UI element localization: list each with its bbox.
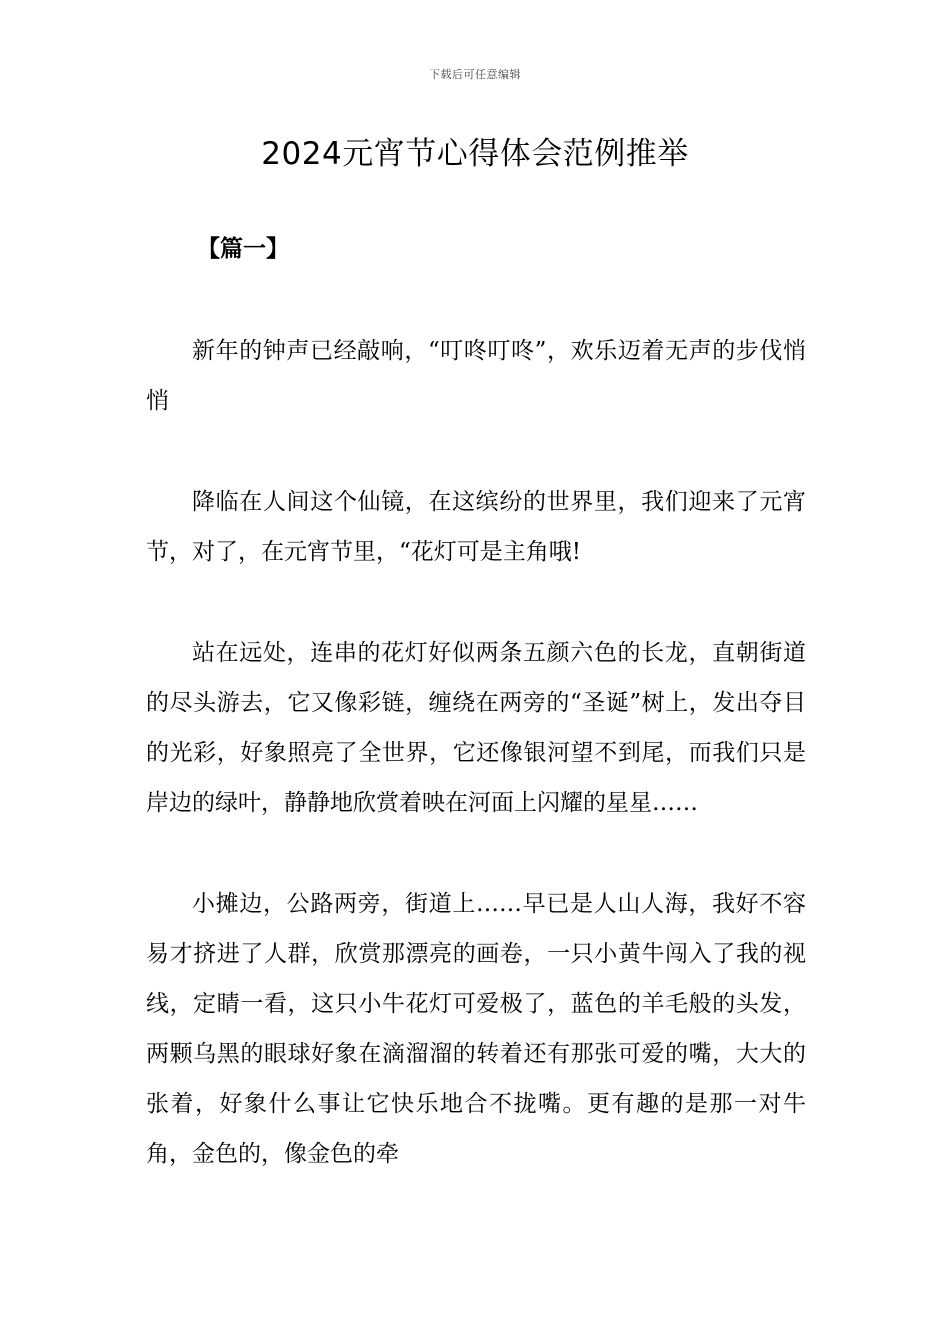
paragraph-1: 新年的钟声已经敲响，“叮咚叮咚”，欢乐迈着无声的步伐悄悄 <box>146 338 806 414</box>
document-title: 2024元宵节心得体会范例推举 <box>261 136 689 172</box>
document-body <box>146 326 806 1230</box>
header-note: 下载后可任意编辑 <box>429 68 521 81</box>
paragraph-3: 站在远处，连串的花灯好似两条五颜六色的长龙，直朝街道的尽头游去，它又像彩链，缠绕在两旁的“圣诞”树上，发出夺目的光彩，好象照亮了全世界，它还像银河望不到尾，而我们只是岸边的绿叶，静静地欣赏着映在河面上闪耀的星星…… <box>146 640 806 816</box>
paragraph-4: 小摊边，公路两旁，街道上……早已是人山人海，我好不容易才挤进了人群，欣赏那漂亮的画卷，一只小黄牛闯入了我的视线，定睛一看，这只小牛花灯可爱极了，蓝色的羊毛般的头发，两颗乌黑的眼球好象在滴溜溜的转着还有那张可爱的嘴，大大的张着，好象什么事让它快乐地合不拢嘴。更有趣的是那一对牛角，金色的，像金色的牵 <box>146 891 806 1167</box>
section-heading: 【篇一】 <box>197 236 289 262</box>
paragraph-2: 降临在人间这个仙镜，在这缤纷的世界里，我们迎来了元宵节，对了，在元宵节里，“花灯可是主角哦! <box>146 489 806 565</box>
